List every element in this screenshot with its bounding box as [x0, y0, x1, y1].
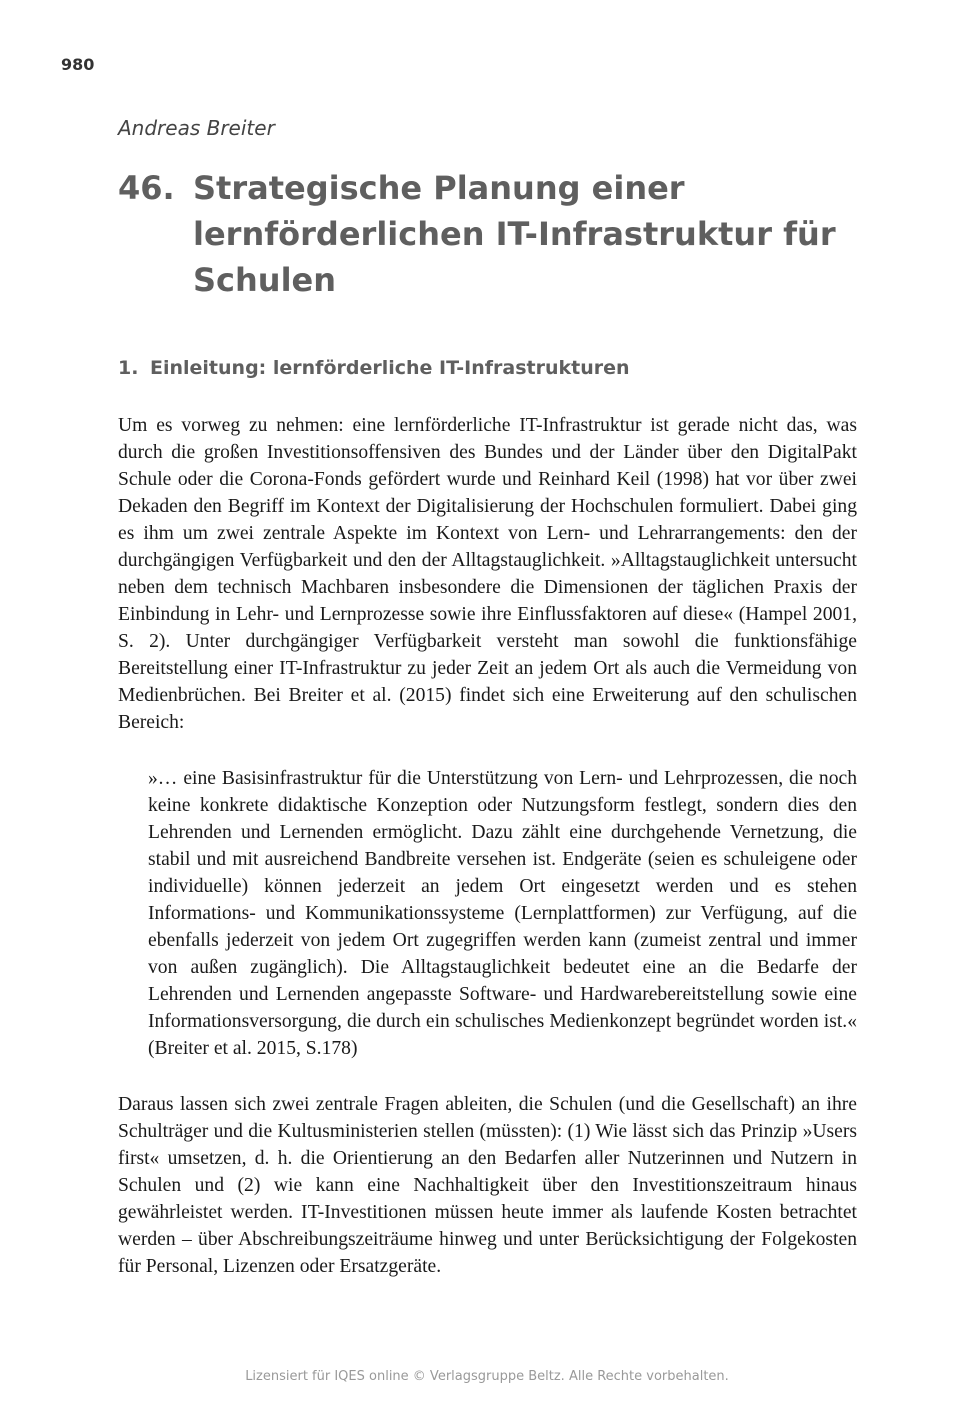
chapter-heading — [118, 165, 838, 303]
chapter-title: Strategische Planung einer lernförderlichen IT-Infrastruktur für Schulen — [193, 169, 836, 299]
paragraph-intro: Um es vorweg zu nehmen: eine lernförderliche IT-Infrastruktur ist gerade nicht das, was durch die großen Investitionsoffensiven des Bundes und der Länder über den DigitalPakt Schule oder die Corona-Fonds gefördert wurde und Reinhard Keil (1998) hat vor über zwei Dekaden den Begriff im Kontext der Digitalisierung der Hochschulen formuliert. Dabei ging es ihm um zwei zentrale Aspekte im Kontext von Lern- und Lehrarrangements: den der durchgängigen Verfügbarkeit und den der Alltagstauglichkeit. »Alltagstauglichkeit untersucht neben dem technisch Machbaren insbesondere die Dimensionen der täglichen Praxis der Einbindung in Lehr- und Lernprozesse sowie ihre Einflussfaktoren auf diese« (Hampel 2001, S. 2). Unter durchgängiger Verfügbarkeit versteht man sowohl die funktionsfähige Bereitstellung einer IT-Infrastruktur zu jeder Zeit an jedem Ort als auch die Vermeidung von Medienbrüchen. Bei Breiter et al. (2015) findet sich eine Erweiterung auf den schulischen Bereich: — [118, 415, 857, 733]
page-number: 980 — [61, 55, 95, 74]
section-number: 1. — [118, 357, 139, 379]
chapter-number: 46. — [118, 169, 175, 207]
section-heading — [118, 357, 630, 379]
block-quote: »… eine Basisinfrastruktur für die Unterstützung von Lern- und Lehrprozessen, die noch keine konkrete didaktische Konzeption oder Nutzungsform festlegt, sondern dies den Lehrenden und Lernenden ermöglicht. Dazu zählt eine durchgehende Vernetzung, die stabil und mit ausreichend Bandbreite versehen ist. Endgeräte (seien es schuleigene oder individuelle) können jederzeit an jedem Ort eingesetzt werden und es stehen Informations- und Kommunikationssysteme (Lernplattformen) zur Verfügung, auf die ebenfalls jederzeit von jedem Ort zugegriffen werden kann (zumeist zentral und immer von außen zugänglich). Die Alltagstauglichkeit bedeutet eine an die Bedarfe der Lehrenden und Lernenden angepasste Software- und Hardwarebereitstellung sowie eine Informationsversorgung, die durch ein schulisches Medienkonzept begründet worden ist.« (Breiter et al. 2015, S.178) — [148, 768, 857, 1059]
section-title: Einleitung: lernförderliche IT-Infrastrukturen — [150, 357, 630, 379]
author-name: Andreas Breiter — [118, 116, 275, 140]
license-footer: Lizensiert für IQES online © Verlagsgruppe Beltz. Alle Rechte vorbehalten. — [245, 1369, 729, 1384]
paragraph-questions: Daraus lassen sich zwei zentrale Fragen ableiten, die Schulen (und die Gesellschaft) an ihre Schulträger und die Kultusministerien stellen (müssten): (1) Wie lässt sich das Prinzip »Users first« umsetzen, d. h. die Orientierung an den Bedarfen aller Nutzerinnen und Nutzern in Schulen und (2) wie kann eine Nachhaltigkeit über den Investitionszeitraum hinaus gewährleistet werden. IT-Investitionen müssen heute immer als laufende Kosten betrachtet werden – über Abschreibungszeiträume hinweg und unter Berücksichtigung der Folgekosten für Personal, Lizenzen oder Ersatzgeräte. — [118, 1094, 857, 1277]
